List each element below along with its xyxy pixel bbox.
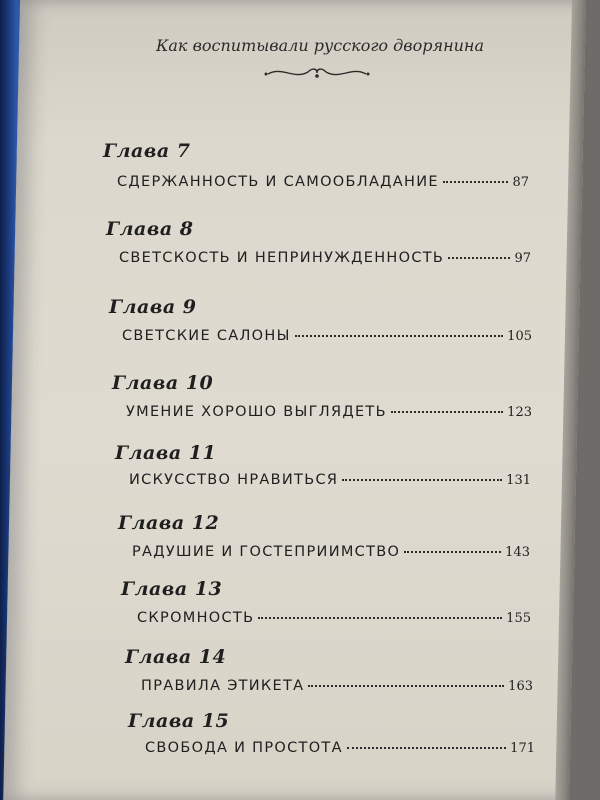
dot-leader — [347, 747, 506, 749]
chapter-label: Глава 7 — [103, 140, 191, 162]
toc-entry — [145, 740, 535, 756]
toc-entry-title: УМЕНИЕ ХОРОШО ВЫГЛЯДЕТЬ — [126, 404, 387, 420]
toc-entry — [117, 174, 529, 190]
toc-page-number: 123 — [507, 405, 532, 420]
dot-leader — [443, 181, 509, 183]
toc-page-number: 155 — [506, 611, 531, 626]
toc-page-number: 163 — [508, 679, 533, 694]
toc-entry-title: СКРОМНОСТЬ — [137, 610, 255, 626]
dot-leader — [448, 257, 510, 259]
chapter-label: Глава 10 — [112, 372, 214, 394]
dot-leader — [391, 411, 503, 413]
toc-entry-title: СВЕТСКИЕ САЛОНЫ — [122, 328, 291, 344]
toc-entry — [141, 678, 533, 694]
toc-entry-title: СВОБОДА И ПРОСТОТА — [145, 740, 343, 756]
chapter-label: Глава 11 — [115, 442, 217, 464]
toc-entry — [129, 472, 531, 488]
toc-entry — [119, 250, 531, 266]
toc-entry — [137, 610, 531, 626]
toc-entry — [126, 404, 532, 420]
toc-entry-title: СДЕРЖАННОСТЬ И САМООБЛАДАНИЕ — [117, 174, 439, 190]
toc-page-number: 131 — [506, 473, 531, 488]
toc-page-number: 171 — [510, 741, 535, 756]
dot-leader — [308, 685, 504, 687]
toc-page-number: 97 — [514, 251, 531, 266]
toc-entry — [132, 544, 530, 560]
chapter-label: Глава 14 — [125, 646, 227, 668]
dot-leader — [295, 335, 503, 337]
toc-page-number: 87 — [512, 175, 529, 190]
chapter-label: Глава 15 — [128, 710, 230, 732]
toc-entry — [122, 328, 532, 344]
dot-leader — [258, 617, 502, 619]
toc-entry-title: ПРАВИЛА ЭТИКЕТА — [141, 678, 305, 694]
chapter-label: Глава 13 — [121, 578, 223, 600]
toc-entry-title: СВЕТСКОСТЬ И НЕПРИНУЖДЕННОСТЬ — [119, 250, 445, 266]
dot-leader — [404, 551, 501, 553]
toc-entry-title: РАДУШИЕ И ГОСТЕПРИИМСТВО — [132, 544, 401, 560]
toc-entry-title: ИСКУССТВО НРАВИТЬСЯ — [129, 472, 339, 488]
chapter-label: Глава 9 — [109, 296, 197, 318]
toc-page-number: 105 — [507, 329, 532, 344]
running-title: Как воспитывали русского дворянина — [156, 36, 484, 55]
chapter-label: Глава 12 — [118, 512, 220, 534]
toc-page-number: 143 — [505, 545, 530, 560]
chapter-label: Глава 8 — [106, 218, 194, 240]
dot-leader — [342, 479, 502, 481]
